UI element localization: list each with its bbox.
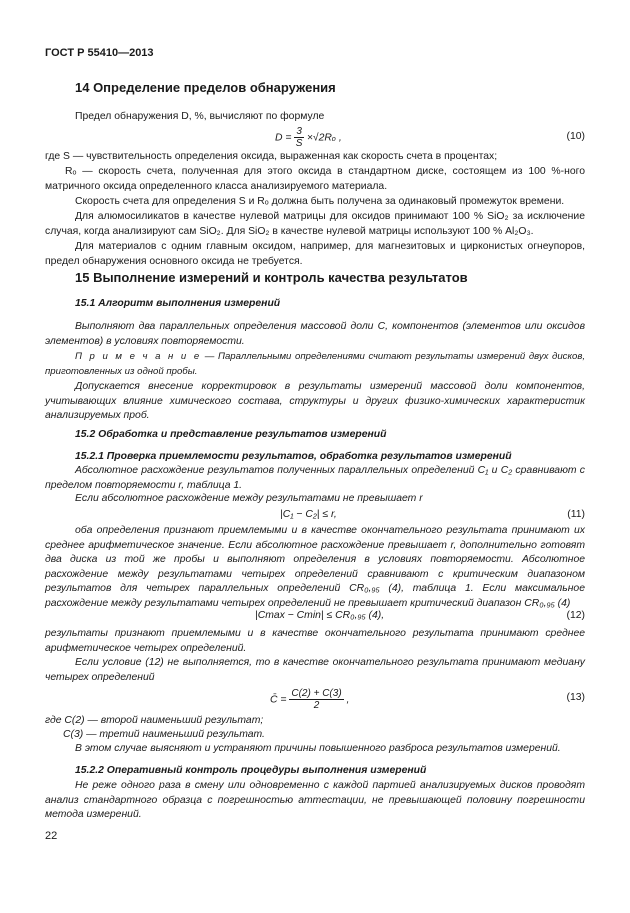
equation-13-lhs: C̄ =: [270, 694, 287, 706]
s14-p3: Для материалов с одним главным оксидом, например, для магнезитовых и цирконистых огнеупоров, предел обнаружения основного оксида не требуется.: [45, 241, 585, 267]
note-text: — Параллельными определениями считают результаты измерений двух дисков, приготовленных из одной пробы.: [45, 351, 585, 377]
s1521-p3: оба определения признают приемлемыми и в качестве окончательного результата принимают их среднее арифметическое значение. Если абсолютное расхождение превышает r, дополнительно готовят два диска из той же пробы и выполняют определения в условиях повторяемости. Абсолютное расхождение между результатами четырех определений сравнивают с критическим диапазоном результатов для четырех параллельных определений CR₀,₉₅ (4), таблица 1. Если максимальное расхождение между результатами четырех определений не превышает критический диапазон CR₀,₉₅ (4): [45, 525, 585, 609]
formula-10-rest: ×√2Rₒ ,: [306, 132, 342, 144]
equation-number-13: (13): [566, 692, 585, 703]
equation-13-numerator: C(2) + C(3): [291, 688, 342, 699]
equation-13-denominator: 2: [313, 700, 320, 711]
standard-header: ГОСТ Р 55410—2013: [45, 47, 154, 59]
s151-title: 15.1 Алгоритм выполнения измерений: [75, 298, 281, 309]
section-14-title: 14 Определение пределов обнаружения: [75, 80, 336, 95]
formula-10-numerator: 3: [296, 126, 302, 137]
equation-13-tail: ,: [346, 694, 350, 706]
note: [45, 350, 585, 379]
where-r: Rₒ — скорость счета, полученная для этого оксида в стандартном диске, состоящем из 100 %-ного матричного оксида определенного класса анализируемого материала.: [45, 166, 585, 192]
s151-p2: Допускается внесение корректировок в результаты измерений массовой доли компонентов, учитывающих влияние химического состава, структуры и других физико-химических характеристик анализируемых проб.: [45, 381, 585, 421]
equation-13: [270, 688, 349, 711]
equation-number-11: (11): [567, 509, 585, 520]
where-c3: C(3) — третий наименьший результат.: [63, 729, 265, 740]
equation-13-fraction: [289, 688, 343, 711]
s151-p1: Выполняют два параллельных определения массовой доли C, компонентов (элементов или оксидов элементов) в условиях повторяемости.: [45, 321, 585, 347]
where-c2: где C(2) — второй наименьший результат;: [45, 715, 264, 726]
s1522-title: 15.2.2 Оперативный контроль процедуры выполнения измерений: [75, 765, 427, 776]
page-number: 22: [45, 830, 58, 842]
s152-title: 15.2 Обработка и представление результатов измерений: [75, 429, 387, 440]
s1521-p5: Если условие (12) не выполняется, то в качестве окончательного результата принимают медиану четырех определений: [45, 657, 585, 683]
equation-11: |C₁ − C₂| ≤ r,: [280, 509, 337, 520]
equation-number-10: (10): [566, 131, 585, 142]
formula-10: [275, 126, 342, 149]
s1522-p1: Не реже одного раза в смену или одновременно с каждой партией анализируемых дисков проводят анализ стандартного образца с погрешностью аттестации, не превышающей половину погрешности метода измерений.: [45, 780, 585, 820]
s14-p2: Для алюмосиликатов в качестве нулевой матрицы для оксидов принимают 100 % SiO₂ за исключение случая, когда анализируют сам SiO₂. Для SiO₂ в качестве нулевой матрицы используют 100 % Al₂O₃.: [45, 211, 585, 237]
formula-10-fraction: [294, 126, 304, 149]
formula-10-denominator: S: [295, 138, 303, 149]
where-s: где S — чувствительность определения оксида, выраженная как скорость счета в процентах;: [45, 151, 498, 162]
s1521-title: 15.2.1 Проверка приемлемости результатов, обработка результатов измерений: [75, 451, 512, 462]
s14-p1: Скорость счета для определения S и Rₒ должна быть получена за одинаковый промежуток времени.: [75, 196, 565, 207]
equation-12: |Cmax − Cmin| ≤ CR₀,₉₅ (4),: [255, 610, 385, 621]
s14-intro: Предел обнаружения D, %, вычисляют по формуле: [75, 111, 325, 122]
note-label: П р и м е ч а н и е: [75, 351, 202, 362]
s1521-p6: В этом случае выясняют и устраняют причины повышенного разброса результатов измерений.: [75, 743, 561, 754]
s1521-p2: Если абсолютное расхождение между результатами не превышает r: [75, 493, 423, 504]
section-15-title: 15 Выполнение измерений и контроль качества результатов: [75, 270, 468, 285]
s1521-p4: результаты признают приемлемыми и в качестве окончательного результата принимают среднее арифметическое четырех определений.: [45, 628, 585, 654]
s1521-p1: Абсолютное расхождение результатов полученных параллельных определений C₁ и C₂ сравнивают с пределом повторяемости r, таблица 1.: [45, 465, 585, 491]
equation-number-12: (12): [566, 610, 585, 621]
formula-10-lhs: D =: [275, 132, 292, 144]
